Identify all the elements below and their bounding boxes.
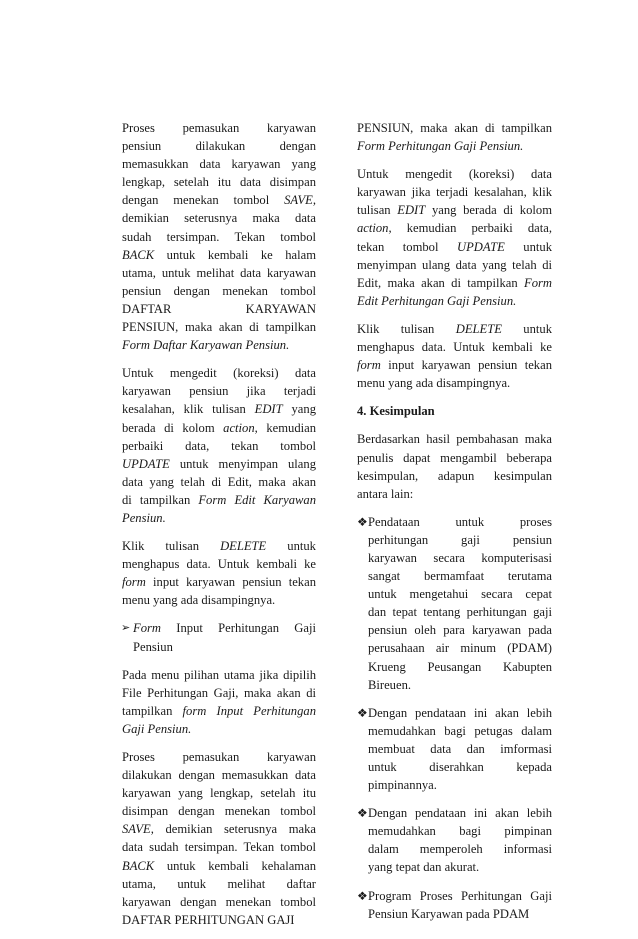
text-line: Edit, maka akan di tampilkan Form xyxy=(357,275,552,290)
paragraph xyxy=(122,537,316,609)
text-line: tekan tombol UPDATE untuk xyxy=(357,239,552,254)
text-line: Proses pemasukan karyawan xyxy=(122,121,316,135)
text-line: PENSIUN, maka akan di tampilkan xyxy=(357,121,552,135)
diamond-bullet-icon: ❖ xyxy=(357,514,368,529)
text-line: di tampilkan Form Edit Karyawan xyxy=(122,492,316,507)
text-line: pensiun dengan menekan tombol xyxy=(122,283,316,298)
text-line: karyawan yang lengkap, setelah itu xyxy=(122,786,316,801)
text-line: disimpan dengan menekan tombol xyxy=(122,804,316,819)
right-column xyxy=(357,119,552,933)
text-line: untuk mengetahui secara cepat xyxy=(368,587,552,602)
text-line: memasukkan data karyawan yang xyxy=(122,157,316,172)
text-line: kesimpulan, adapun kesimpulan xyxy=(357,468,552,483)
text-line: Dengan pendataan ini akan lebih xyxy=(368,806,552,821)
text-line: Untuk mengedit (koreksi) data xyxy=(122,366,316,381)
text-line: menghapus data. Untuk kembali ke xyxy=(357,340,552,355)
text-line: karyawan dengan menekan tombol xyxy=(122,894,316,909)
text-line: antara lain: xyxy=(357,486,414,501)
text-line: data yang telah di Edit, maka akan xyxy=(122,474,316,489)
text-line: Pada menu pilihan utama jika dipilih xyxy=(122,667,316,682)
text-line: 4. Kesimpulan xyxy=(357,404,435,419)
text-line: BACK untuk kembali kehalaman xyxy=(122,858,316,873)
bullet-item xyxy=(122,619,316,655)
text-line: Pensiun xyxy=(133,639,173,654)
text-line: UPDATE untuk menyimpan ulang xyxy=(122,456,316,471)
text-line: menghapus data. Untuk kembali ke xyxy=(122,557,316,572)
text-line: yang tepat dan akurat. xyxy=(368,860,480,875)
text-line: DAFTAR KARYAWAN xyxy=(122,301,316,316)
paragraph xyxy=(357,320,552,392)
diamond-bullet-icon: ❖ xyxy=(357,888,368,903)
text-line: karyawan pensiun jika terjadi xyxy=(122,384,316,399)
text-line: kesalahan, klik tulisan EDIT yang xyxy=(122,402,316,417)
diamond-bullet-icon: ❖ xyxy=(357,806,368,821)
text-line: Program Proses Perhitungan Gaji xyxy=(368,888,552,903)
bullet-item xyxy=(357,887,552,923)
text-line: Klik tulisan DELETE untuk xyxy=(357,321,552,336)
text-line: pensiun dilakukan dengan xyxy=(122,139,316,154)
diamond-bullet-icon: ❖ xyxy=(357,705,368,720)
bullet-item xyxy=(357,704,552,794)
left-column xyxy=(122,119,316,939)
text-line: Klik tulisan DELETE untuk xyxy=(122,539,316,554)
text-line: utama, untuk melihat daftar xyxy=(122,876,316,891)
text-line: karyawan jika terjadi kesalahan, klik xyxy=(357,185,552,200)
text-line: pensiun oleh para karyawan pada xyxy=(368,623,552,638)
text-line: DAFTAR PERHITUNGAN GAJI xyxy=(122,912,295,927)
text-line: dalam memperoleh informasi xyxy=(368,842,552,857)
text-line: form input karyawan pensiun tekan xyxy=(357,358,552,373)
text-line: Pensiun. xyxy=(122,510,166,525)
paragraph xyxy=(357,430,552,502)
text-line: perhitungan gaji pensiun xyxy=(368,532,552,547)
bullet-item xyxy=(357,513,552,694)
text-line: utama, untuk melihat data karyawan xyxy=(122,265,316,280)
text-line: Bireuen. xyxy=(368,677,412,692)
text-line: Pensiun Karyawan pada PDAM xyxy=(368,906,530,921)
text-line: perbaiki data, tekan tombol xyxy=(122,438,316,453)
text-line: Proses pemasukan karyawan xyxy=(122,750,316,764)
section-heading xyxy=(357,402,552,420)
bullet-item xyxy=(357,804,552,876)
paragraph xyxy=(357,165,552,310)
text-line: PENSIUN, maka akan di tampilkan xyxy=(122,320,316,335)
text-line: untuk diserahkan kepada xyxy=(368,760,552,774)
text-line: data sudah tersimpan. Tekan tombol xyxy=(122,840,316,855)
text-line: Form Input Perhitungan Gaji xyxy=(133,621,316,636)
text-line: action, kemudian perbaiki data, xyxy=(357,221,552,236)
text-line: perusahaan air minum (PDAM) xyxy=(368,641,552,656)
text-line: File Perhitungan Gaji, maka akan di xyxy=(122,685,316,700)
text-line: BACK untuk kembali ke halam xyxy=(122,247,316,262)
text-line: lengkap, setelah itu data disimpan xyxy=(122,175,316,190)
paragraph xyxy=(122,748,316,929)
paragraph xyxy=(122,666,316,738)
text-line: Edit Perhitungan Gaji Pensiun. xyxy=(357,293,517,308)
text-line: pimpinannya. xyxy=(368,778,437,793)
text-line: berada di kolom action, kemudian xyxy=(122,420,316,435)
text-line: menu yang ada disampingnya. xyxy=(122,593,276,608)
text-line: sangat bermamfaat terutama xyxy=(368,569,552,584)
text-line: Krueng Peusangan Kabupten xyxy=(368,659,552,674)
text-line: memudahkan bagi pimpinan xyxy=(368,824,552,839)
text-line: tampilkan form Input Perhitungan xyxy=(122,703,316,718)
text-line: Untuk mengedit (koreksi) data xyxy=(357,167,552,182)
text-line: membuat data dan imformasi xyxy=(368,741,552,756)
text-line: penulis dapat mengambil beberapa xyxy=(357,450,552,465)
text-line: Pendataan untuk proses xyxy=(368,514,552,529)
text-line: memudahkan bagi petugas dalam xyxy=(368,723,552,738)
text-line: dengan menekan tombol SAVE, xyxy=(122,193,316,208)
paragraph xyxy=(122,364,316,527)
text-line: menu yang ada disampingnya. xyxy=(357,376,511,391)
text-line: dilakukan dengan memasukkan data xyxy=(122,768,316,783)
text-line: Dengan pendataan ini akan lebih xyxy=(368,705,552,720)
text-line: sudah tersimpan. Tekan tombol xyxy=(122,229,316,244)
text-line: Gaji Pensiun. xyxy=(122,721,192,736)
paragraph xyxy=(357,119,552,155)
arrow-bullet-icon: ➢ xyxy=(121,622,131,635)
text-line: karyawan secara komputerisasi xyxy=(368,550,552,565)
text-line: form input karyawan pensiun tekan xyxy=(122,575,316,590)
text-line: Berdasarkan hasil pembahasan maka xyxy=(357,432,552,447)
text-line: SAVE, demikian seterusnya maka xyxy=(122,822,316,837)
text-line: Form Perhitungan Gaji Pensiun. xyxy=(357,139,524,154)
paragraph xyxy=(122,119,316,354)
text-line: menyimpan ulang data yang telah di xyxy=(357,257,552,272)
text-line: demikian seterusnya maka data xyxy=(122,211,316,226)
text-line: dan tepat tentang perhitungan gaji xyxy=(368,605,552,620)
text-line: Form Daftar Karyawan Pensiun. xyxy=(122,338,290,353)
text-line: tulisan EDIT yang berada di kolom xyxy=(357,203,552,218)
